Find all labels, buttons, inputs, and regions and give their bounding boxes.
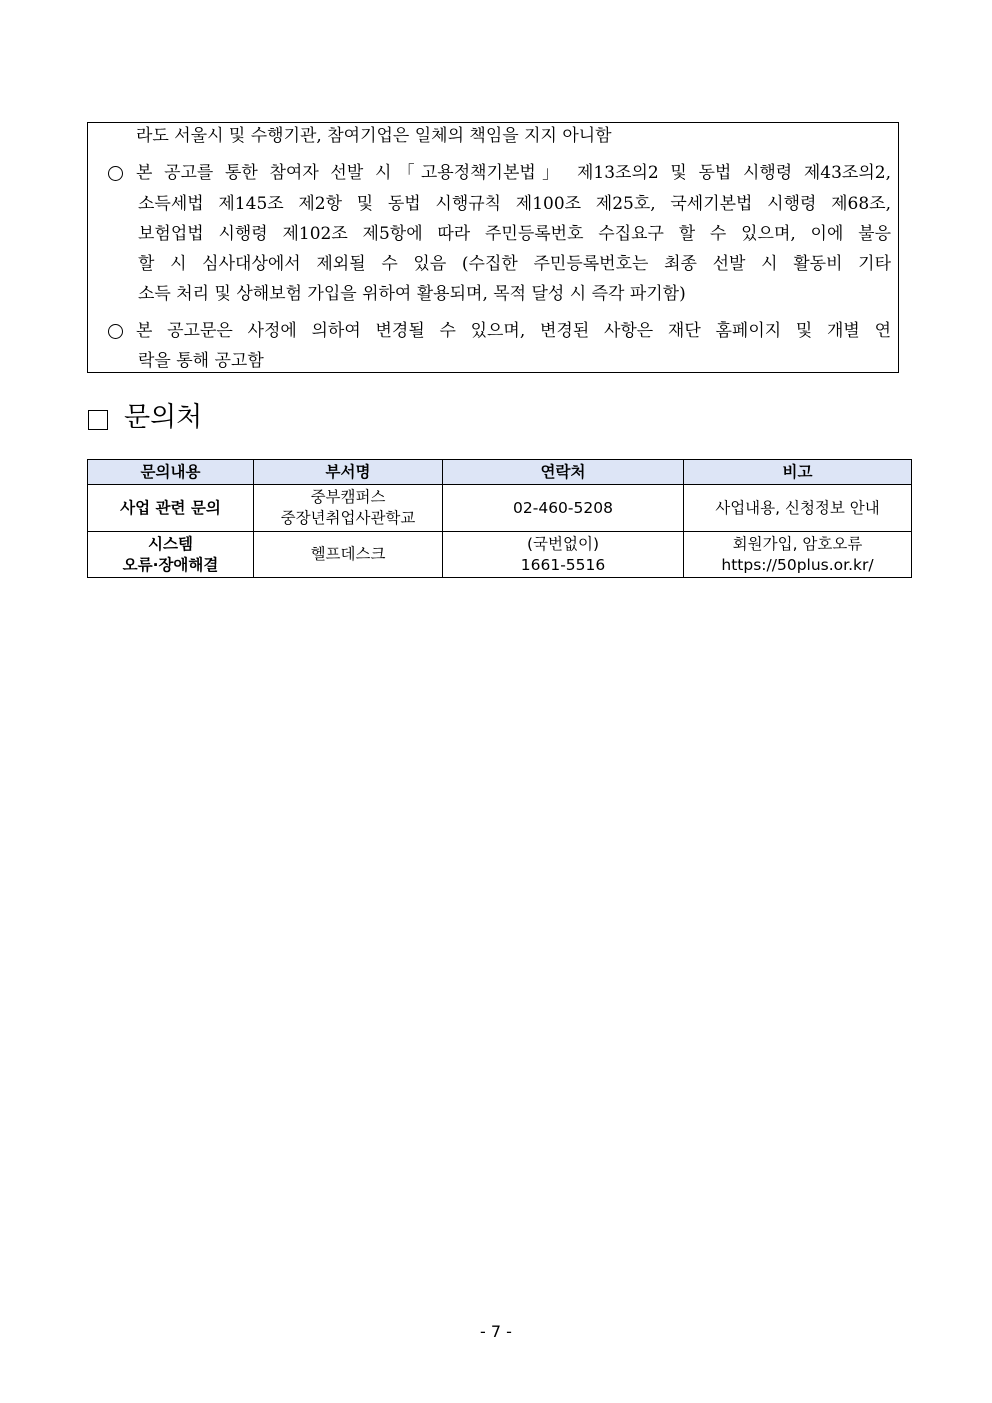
note-text: 사업내용, 신청정보 안내 bbox=[715, 498, 880, 517]
square-bullet-icon bbox=[88, 410, 108, 430]
contact-table bbox=[87, 459, 912, 578]
notice-item-1-line-4: 할 시 심사대상에서 제외될 수 있음 (수집한 주민등록번호는 최종 선발 시 활동비 기타 bbox=[138, 254, 891, 274]
header-note: 비고 bbox=[684, 460, 912, 485]
phone-number: 1661-5516 bbox=[520, 555, 606, 574]
notice-item-1-line-3: 보험업법 시행령 제102조 제5항에 따라 주민등록번호 수집요구 할 수 있으며, 이에 불응 bbox=[138, 224, 891, 244]
department-cell bbox=[254, 532, 443, 578]
note-cell bbox=[684, 532, 912, 578]
table-row bbox=[88, 485, 912, 532]
table-row bbox=[88, 532, 912, 578]
contact-cell bbox=[443, 532, 684, 578]
circle-bullet-icon bbox=[108, 166, 123, 181]
category-text: 사업 관련 문의 bbox=[120, 498, 221, 517]
department-text: 중장년취업사관학교 bbox=[280, 509, 416, 527]
website-link[interactable]: https://50plus.or.kr/ bbox=[721, 555, 874, 574]
notice-item-1-line-1: 본 공고를 통한 참여자 선발 시「고용정책기본법」 제13조의2 및 동법 시행령 제43조의2, bbox=[136, 163, 891, 183]
page-number: - 7 - bbox=[480, 1322, 512, 1341]
circle-bullet-icon bbox=[108, 324, 123, 339]
department-text: 중부캠퍼스 bbox=[310, 488, 386, 506]
notice-item-1-line-5: 소득 처리 및 상해보험 가입을 위하여 활용되며, 목적 달성 시 즉각 파기함) bbox=[138, 284, 686, 304]
phone-number: 02-460-5208 bbox=[513, 498, 613, 517]
notice-box bbox=[87, 122, 899, 373]
header-department: 부서명 bbox=[254, 460, 443, 485]
contact-cell bbox=[443, 485, 684, 532]
table-header-row bbox=[88, 460, 912, 485]
category-text: 오류·장애해결 bbox=[122, 555, 219, 574]
notice-item-1-line-2: 소득세법 제145조 제2항 및 동법 시행규칙 제100조 제25호, 국세기본법 시행령 제68조, bbox=[138, 194, 891, 214]
contact-note: (국번없이) bbox=[527, 534, 599, 553]
notice-continued-line: 라도 서울시 및 수행기관, 참여기업은 일체의 책임을 지지 아니함 bbox=[136, 126, 612, 146]
section-title: 문의처 bbox=[124, 402, 203, 433]
notice-item-2-line-1: 본 공고문은 사정에 의하여 변경될 수 있으며, 변경된 사항은 재단 홈페이지 및 개별 연 bbox=[136, 321, 891, 341]
department-text: 헬프데스크 bbox=[310, 545, 386, 563]
category-cell bbox=[88, 485, 254, 532]
header-category: 문의내용 bbox=[88, 460, 254, 485]
note-text: 회원가입, 암호오류 bbox=[732, 534, 863, 553]
category-cell bbox=[88, 532, 254, 578]
note-cell bbox=[684, 485, 912, 532]
category-text: 시스템 bbox=[148, 534, 193, 553]
header-contact: 연락처 bbox=[443, 460, 684, 485]
department-cell bbox=[254, 485, 443, 532]
notice-item-2-line-2: 락을 통해 공고함 bbox=[138, 351, 264, 371]
